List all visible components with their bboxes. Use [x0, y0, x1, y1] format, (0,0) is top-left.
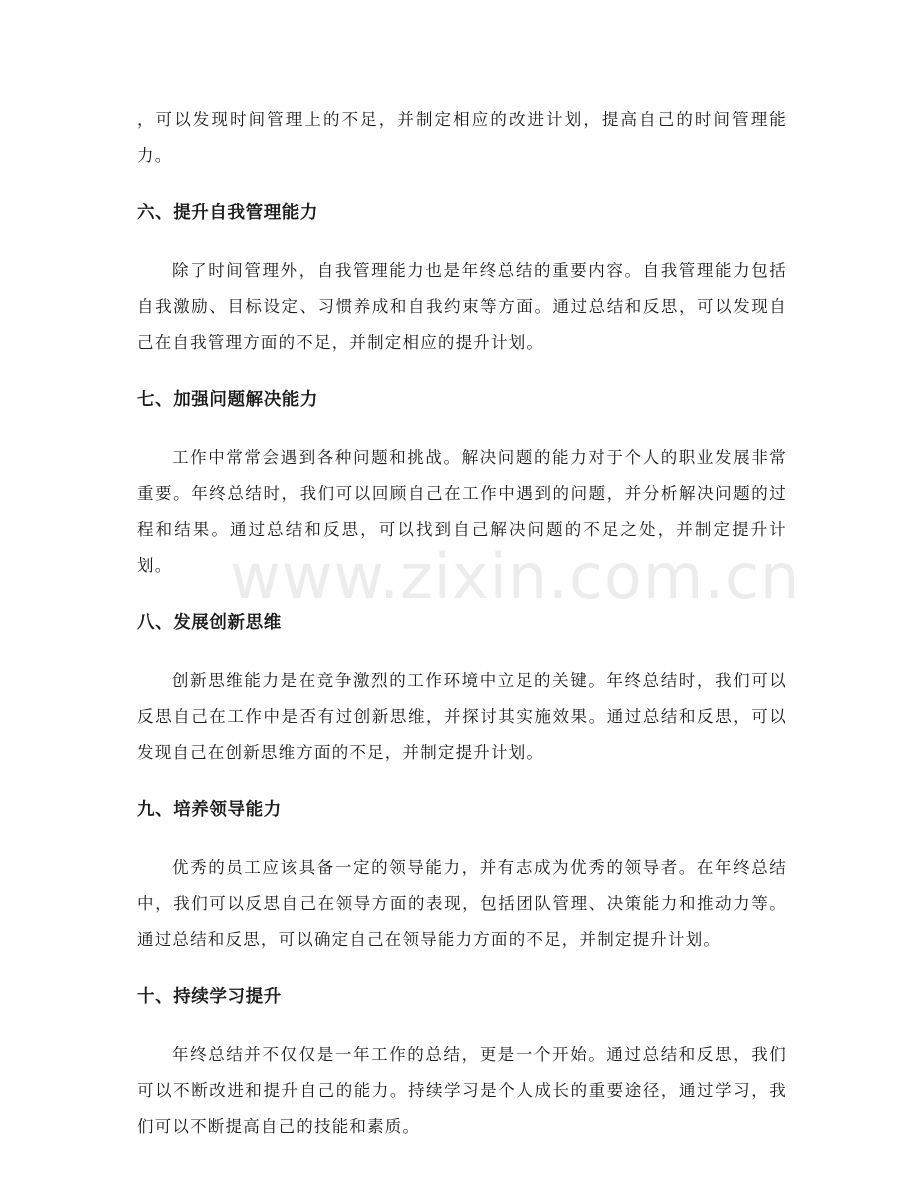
section-paragraph: 创新思维能力是在竞争激烈的工作环境中立足的关键。年终总结时，我们可以反思自己在工作中是否有过创新思维，并探讨其实施效果。通过总结和反思，可以发现自己在创新思维方面的不足，并制定提升计划。 — [137, 671, 787, 762]
intro-paragraph: ，可以发现时间管理上的不足，并制定相应的改进计划，提高自己的时间管理能力。 — [137, 110, 787, 165]
section-paragraph: 年终总结并不仅仅是一年工作的总结，更是一个开始。通过总结和反思，我们可以不断改进和提升自己的能力。持续学习是个人成长的重要途径，通过学习，我们可以不断提高自己的技能和素质。 — [137, 1045, 787, 1136]
section-heading: 九、培养领导能力 — [137, 800, 282, 820]
watermark: www.zixin.com.cn — [230, 540, 801, 613]
section-paragraph: 除了时间管理外，自我管理能力也是年终总结的重要内容。自我管理能力包括自我激励、目标设定、习惯养成和自我约束等方面。通过总结和反思，可以发现自己在自我管理方面的不足，并制定相应的提升计划。 — [137, 261, 787, 352]
section-heading: 七、加强问题解决能力 — [137, 390, 318, 410]
section-heading: 八、发展创新思维 — [137, 613, 282, 633]
section-paragraph: 优秀的员工应该具备一定的领导能力，并有志成为优秀的领导者。在年终总结中，我们可以反思自己在领导方面的表现，包括团队管理、决策能力和推动力等。通过总结和反思，可以确定自己在领导能力方面的不足，并制定提升计划。 — [137, 858, 787, 949]
document-body — [137, 102, 787, 1145]
section-heading: 六、提升自我管理能力 — [137, 203, 318, 223]
section-paragraph: 工作中常常会遇到各种问题和挑战。解决问题的能力对于个人的职业发展非常重要。年终总结时，我们可以回顾自己在工作中遇到的问题，并分析解决问题的过程和结果。通过总结和反思，可以找到自己解决问题的不足之处，并制定提升计划。 — [137, 448, 787, 575]
section-heading: 十、持续学习提升 — [137, 987, 282, 1007]
